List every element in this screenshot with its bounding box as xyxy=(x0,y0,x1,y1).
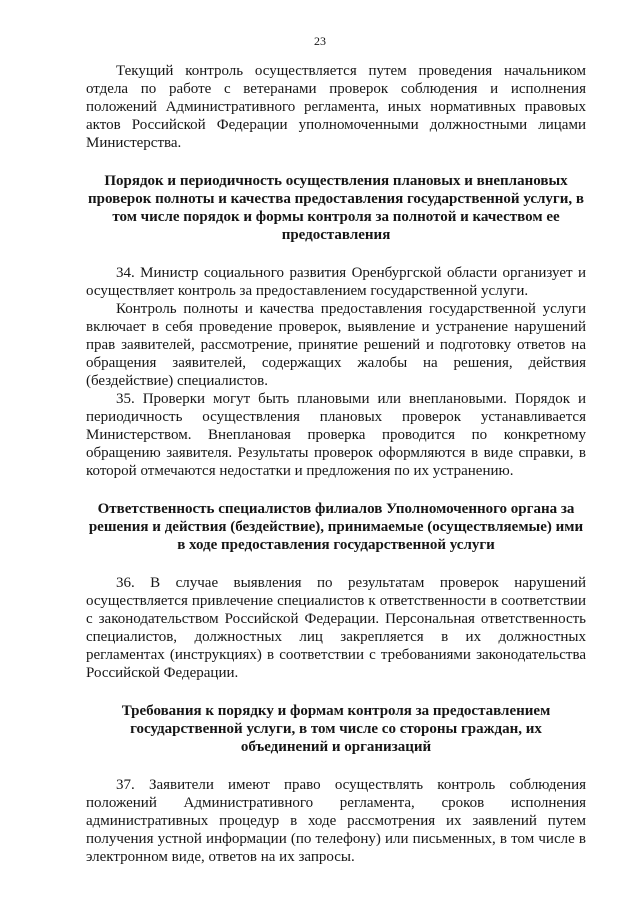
document-body xyxy=(86,62,586,866)
spacer xyxy=(86,244,586,264)
spacer xyxy=(86,152,586,172)
paragraph-34: 34. Министр социального развития Оренбургской области организует и осуществляет контроль за предоставлением государственной услуги. xyxy=(86,265,586,299)
section-heading-citizen-control: Требования к порядку и формам контроля за предоставлением государственной услуги, в том числе со стороны граждан, их объединений и организаций xyxy=(121,703,551,755)
page-number: 23 xyxy=(314,34,326,48)
spacer xyxy=(86,554,586,574)
paragraph-37: 37. Заявители имеют право осуществлять контроль соблюдения положений Административного регламента, сроков исполнения административных процедур в ходе рассмотрения их заявлений путем получения устной информации (по телефону) или письменных, в том числе в электронном виде, ответов на их запросы. xyxy=(86,777,586,865)
paragraph-35: 35. Проверки могут быть плановыми или внеплановыми. Порядок и периодичность осуществления плановых проверок устанавливается Министерством. Внеплановая проверка проводится по конкретному обращению заявителя. Результаты проверок оформляются в виде справки, в которой отмечаются недостатки и предложения по их устранению. xyxy=(86,391,586,479)
spacer xyxy=(86,756,586,776)
paragraph-36: 36. В случае выявления по результатам проверок нарушений осуществляется привлечение специалистов к ответственности в соответствии с законодательством Российской Федерации. Персональная ответственность специалистов, должностных лиц закрепляется в их должностных регламентах (инструкциях) в соответствии с требованиями законодательства Российской Федерации. xyxy=(86,575,586,681)
section-heading-responsibility: Ответственность специалистов филиалов Уполномоченного органа за решения и действия (бездействие), принимаемые (осуществляемые) ими в ходе предоставления государственной услуги xyxy=(88,501,584,553)
spacer xyxy=(86,480,586,500)
section-heading-inspections: Порядок и периодичность осуществления плановых и внеплановых проверок полноты и качества предоставления государственной услуги, в том числе порядок и формы контроля за полнотой и качеством ее предоставления xyxy=(87,173,584,243)
paragraph-current-control: Текущий контроль осуществляется путем проведения начальником отдела по работе с ветеранами проверок соблюдения и исполнения положений Административного регламента, иных нормативных правовых актов Российской Федерации уполномоченными должностными лицами Министерства. xyxy=(86,63,586,151)
paragraph-quality-control: Контроль полноты и качества предоставления государственной услуги включает в себя проведение проверок, выявление и устранение нарушений прав заявителей, рассмотрение, принятие решений и подготовку ответов на обращения заявителей, содержащих жалобы на решения, действия (бездействие) специалистов. xyxy=(86,301,586,389)
spacer xyxy=(86,682,586,702)
